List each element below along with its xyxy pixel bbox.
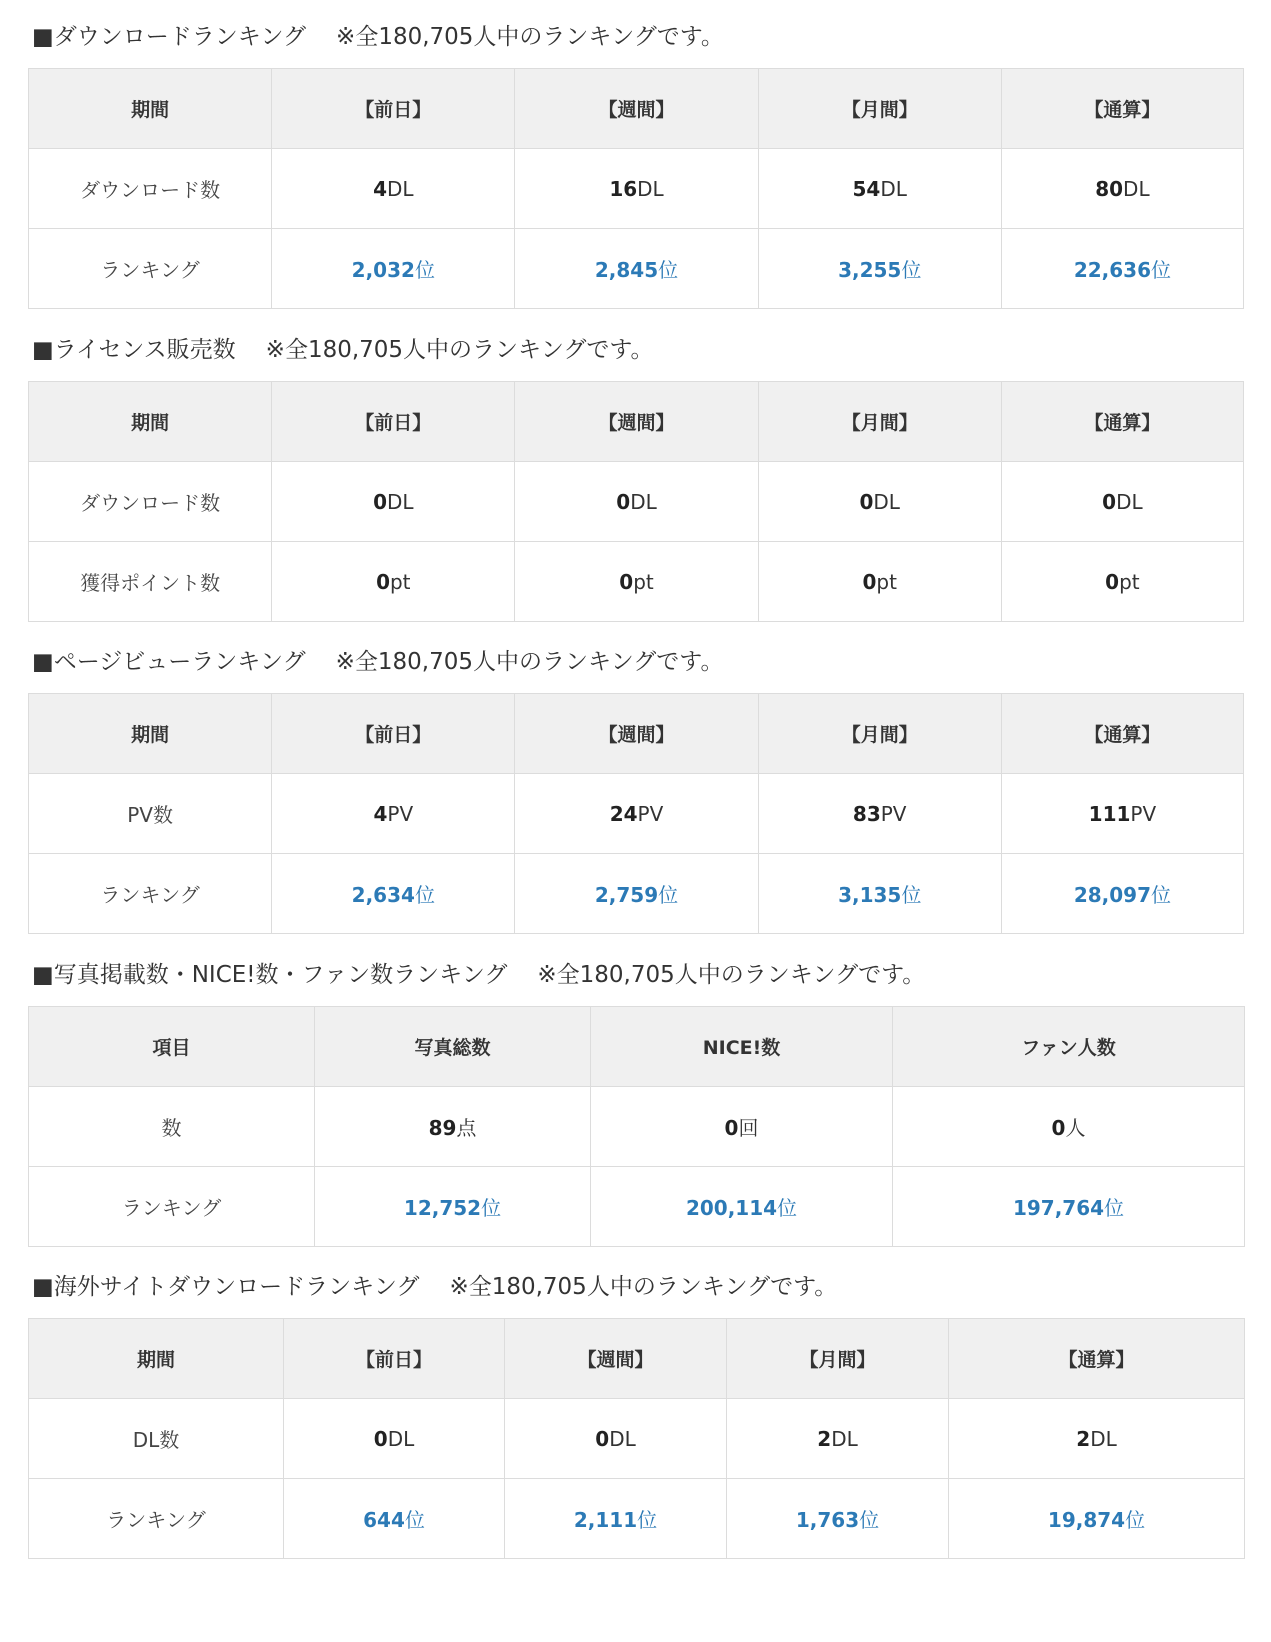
row-label: 数	[29, 1087, 315, 1167]
rank-cell	[758, 854, 1001, 934]
cell-unit: pt	[633, 569, 654, 594]
cell-value: 3,135	[838, 883, 902, 907]
table-row	[29, 229, 1244, 309]
cell-unit: 人	[1065, 1116, 1086, 1140]
count-cell	[1001, 542, 1243, 622]
column-header: 【月間】	[758, 694, 1001, 774]
table-row	[29, 1087, 1245, 1167]
cell-value: 54	[852, 176, 881, 201]
cell-unit: 位	[1151, 258, 1171, 282]
cell-unit: 位	[658, 883, 679, 907]
rank-cell	[758, 229, 1001, 309]
cell-unit: DL	[1090, 1426, 1117, 1451]
header-row	[29, 1007, 1245, 1087]
overseas-download-table	[28, 1318, 1245, 1559]
row-label: ダウンロード数	[29, 149, 272, 229]
table-row	[29, 1399, 1245, 1479]
count-cell	[758, 774, 1001, 854]
section-title: ■ダウンロードランキング	[32, 24, 307, 50]
cell-unit: PV	[1130, 801, 1157, 826]
count-cell	[949, 1399, 1245, 1479]
cell-unit: 位	[901, 258, 922, 282]
column-header: 【週間】	[505, 1319, 727, 1399]
section-heading	[28, 12, 1244, 68]
license-sales-section	[28, 325, 1244, 622]
count-cell	[758, 149, 1001, 229]
count-cell	[1001, 774, 1243, 854]
cell-value: 200,114	[685, 1196, 778, 1220]
cell-unit: DL	[880, 176, 907, 201]
cell-unit: pt	[1119, 569, 1140, 594]
row-label: ランキング	[29, 854, 272, 934]
cell-value: 0	[619, 569, 634, 594]
count-cell	[505, 1399, 727, 1479]
pageview-ranking-table	[28, 693, 1244, 934]
section-note: ※全180,705人中のランキングです。	[537, 962, 926, 988]
table-row	[29, 774, 1244, 854]
cell-unit: 位	[777, 1196, 798, 1220]
header-row	[29, 1319, 1245, 1399]
count-cell	[893, 1087, 1245, 1167]
count-cell	[272, 149, 515, 229]
rank-cell	[515, 229, 758, 309]
count-cell	[284, 1399, 505, 1479]
header-row	[29, 694, 1244, 774]
rank-cell	[272, 229, 515, 309]
column-header: 期間	[29, 382, 272, 462]
cell-value: 111	[1088, 801, 1131, 826]
section-note: ※全180,705人中のランキングです。	[336, 24, 724, 50]
rank-cell	[284, 1479, 505, 1559]
cell-unit: pt	[389, 569, 411, 594]
cell-unit: DL	[873, 489, 900, 514]
cell-unit: 点	[456, 1116, 477, 1140]
rank-cell	[727, 1479, 949, 1559]
cell-unit: DL	[831, 1426, 858, 1451]
count-cell	[758, 542, 1001, 622]
count-cell	[591, 1087, 893, 1167]
cell-value: 0	[724, 1116, 739, 1140]
count-cell	[272, 774, 515, 854]
cell-unit: pt	[876, 569, 897, 594]
column-header: ファン人数	[893, 1007, 1245, 1087]
rank-cell	[315, 1167, 591, 1247]
rank-cell	[1001, 854, 1243, 934]
cell-value: 2	[817, 1426, 832, 1451]
column-header: 【前日】	[272, 694, 515, 774]
cell-value: 4	[373, 176, 387, 201]
rank-cell	[515, 854, 758, 934]
cell-value: 0	[1105, 569, 1120, 594]
section-title: ■写真掲載数・NICE!数・ファン数ランキング	[32, 962, 508, 988]
cell-value: 0	[1102, 489, 1117, 514]
cell-value: 83	[852, 801, 881, 826]
cell-unit: DL	[386, 176, 414, 201]
column-header: 写真総数	[315, 1007, 591, 1087]
cell-value: 19,874	[1047, 1508, 1126, 1532]
cell-value: 2,111	[573, 1508, 638, 1532]
table-row	[29, 854, 1244, 934]
count-cell	[727, 1399, 949, 1479]
column-header: 【通算】	[949, 1319, 1245, 1399]
cell-unit: DL	[637, 176, 664, 201]
cell-unit: 位	[901, 883, 922, 907]
cell-unit: 位	[859, 1508, 880, 1532]
count-cell	[515, 774, 758, 854]
cell-unit: DL	[609, 1426, 636, 1451]
cell-value: 16	[609, 176, 638, 201]
cell-unit: 位	[481, 1196, 502, 1220]
cell-unit: PV	[387, 801, 414, 826]
count-cell	[272, 462, 515, 542]
pageview-ranking-section	[28, 637, 1244, 934]
section-heading	[28, 950, 1244, 1006]
table-row	[29, 1479, 1245, 1559]
count-cell	[272, 542, 515, 622]
rank-cell	[272, 854, 515, 934]
count-cell	[515, 542, 758, 622]
rank-cell	[1001, 229, 1243, 309]
cell-unit: DL	[1116, 489, 1143, 514]
section-note: ※全180,705人中のランキングです。	[449, 1274, 838, 1300]
cell-unit: 位	[1151, 883, 1171, 907]
section-note: ※全180,705人中のランキングです。	[265, 337, 654, 363]
rank-cell	[893, 1167, 1245, 1247]
cell-value: 0	[373, 1426, 388, 1451]
column-header: 【前日】	[272, 382, 515, 462]
cell-value: 644	[363, 1508, 405, 1532]
section-heading	[28, 637, 1244, 693]
cell-unit: PV	[880, 801, 907, 826]
table-row	[29, 462, 1244, 542]
count-cell	[1001, 149, 1243, 229]
cell-unit: 位	[414, 883, 435, 907]
row-label: ダウンロード数	[29, 462, 272, 542]
cell-value: 28,097	[1073, 883, 1151, 907]
download-ranking-table	[28, 68, 1244, 309]
license-sales-table	[28, 381, 1244, 622]
cell-value: 0	[373, 489, 387, 514]
cell-value: 12,752	[403, 1196, 482, 1220]
column-header: 【通算】	[1001, 69, 1243, 149]
column-header: 期間	[29, 694, 272, 774]
row-label: PV数	[29, 774, 272, 854]
cell-value: 22,636	[1073, 258, 1151, 282]
cell-value: 197,764	[1012, 1196, 1105, 1220]
cell-unit: DL	[630, 489, 657, 514]
cell-unit: 回	[738, 1116, 759, 1140]
column-header: 【週間】	[515, 382, 758, 462]
cell-value: 24	[609, 801, 638, 826]
row-label: ランキング	[29, 1479, 284, 1559]
cell-unit: DL	[386, 489, 414, 514]
column-header: 期間	[29, 1319, 284, 1399]
cell-unit: 位	[404, 1508, 425, 1532]
section-heading	[28, 1262, 1244, 1318]
cell-value: 2,845	[594, 258, 659, 282]
cell-value: 0	[595, 1426, 610, 1451]
column-header: 【月間】	[727, 1319, 949, 1399]
cell-unit: DL	[1123, 176, 1150, 201]
rank-cell	[505, 1479, 727, 1559]
cell-value: 1,763	[795, 1508, 860, 1532]
cell-value: 0	[376, 569, 390, 594]
cell-unit: 位	[414, 258, 435, 282]
column-header: 期間	[29, 69, 272, 149]
cell-unit: DL	[387, 1426, 415, 1451]
row-label: ランキング	[29, 1167, 315, 1247]
header-row	[29, 69, 1244, 149]
column-header: 【通算】	[1001, 382, 1243, 462]
count-cell	[515, 462, 758, 542]
download-ranking-section	[28, 12, 1244, 309]
column-header: NICE!数	[591, 1007, 893, 1087]
cell-unit: 位	[658, 258, 679, 282]
count-cell	[758, 462, 1001, 542]
rank-cell	[949, 1479, 1245, 1559]
cell-value: 4	[373, 801, 388, 826]
cell-unit: 位	[1125, 1508, 1146, 1532]
cell-value: 0	[862, 569, 877, 594]
cell-value: 2,759	[594, 883, 659, 907]
column-header: 【月間】	[758, 382, 1001, 462]
section-title: ■海外サイトダウンロードランキング	[32, 1274, 420, 1300]
row-label: 獲得ポイント数	[29, 542, 272, 622]
photo-nice-fan-table	[28, 1006, 1245, 1247]
column-header: 【通算】	[1001, 694, 1243, 774]
column-header: 【月間】	[758, 69, 1001, 149]
section-heading	[28, 325, 1244, 381]
column-header: 【週間】	[515, 694, 758, 774]
cell-value: 89	[428, 1116, 457, 1140]
cell-value: 2,634	[351, 883, 415, 907]
table-row	[29, 1167, 1245, 1247]
table-row	[29, 542, 1244, 622]
column-header: 【前日】	[272, 69, 515, 149]
header-row	[29, 382, 1244, 462]
row-label: DL数	[29, 1399, 284, 1479]
rank-cell	[591, 1167, 893, 1247]
section-title: ■ライセンス販売数	[32, 337, 236, 363]
section-title: ■ページビューランキング	[32, 649, 306, 675]
table-row	[29, 149, 1244, 229]
cell-value: 3,255	[838, 258, 902, 282]
column-header: 項目	[29, 1007, 315, 1087]
column-header: 【前日】	[284, 1319, 505, 1399]
count-cell	[1001, 462, 1243, 542]
cell-value: 0	[1051, 1116, 1066, 1140]
cell-unit: 位	[1104, 1196, 1125, 1220]
photo-nice-fan-section	[28, 950, 1244, 1247]
cell-value: 0	[616, 489, 631, 514]
cell-value: 0	[859, 489, 874, 514]
cell-value: 2	[1076, 1426, 1091, 1451]
overseas-download-section	[28, 1262, 1244, 1559]
cell-value: 80	[1095, 176, 1124, 201]
count-cell	[315, 1087, 591, 1167]
column-header: 【週間】	[515, 69, 758, 149]
row-label: ランキング	[29, 229, 272, 309]
section-note: ※全180,705人中のランキングです。	[335, 649, 724, 675]
count-cell	[515, 149, 758, 229]
cell-unit: 位	[637, 1508, 658, 1532]
cell-value: 2,032	[351, 258, 415, 282]
cell-unit: PV	[637, 801, 664, 826]
